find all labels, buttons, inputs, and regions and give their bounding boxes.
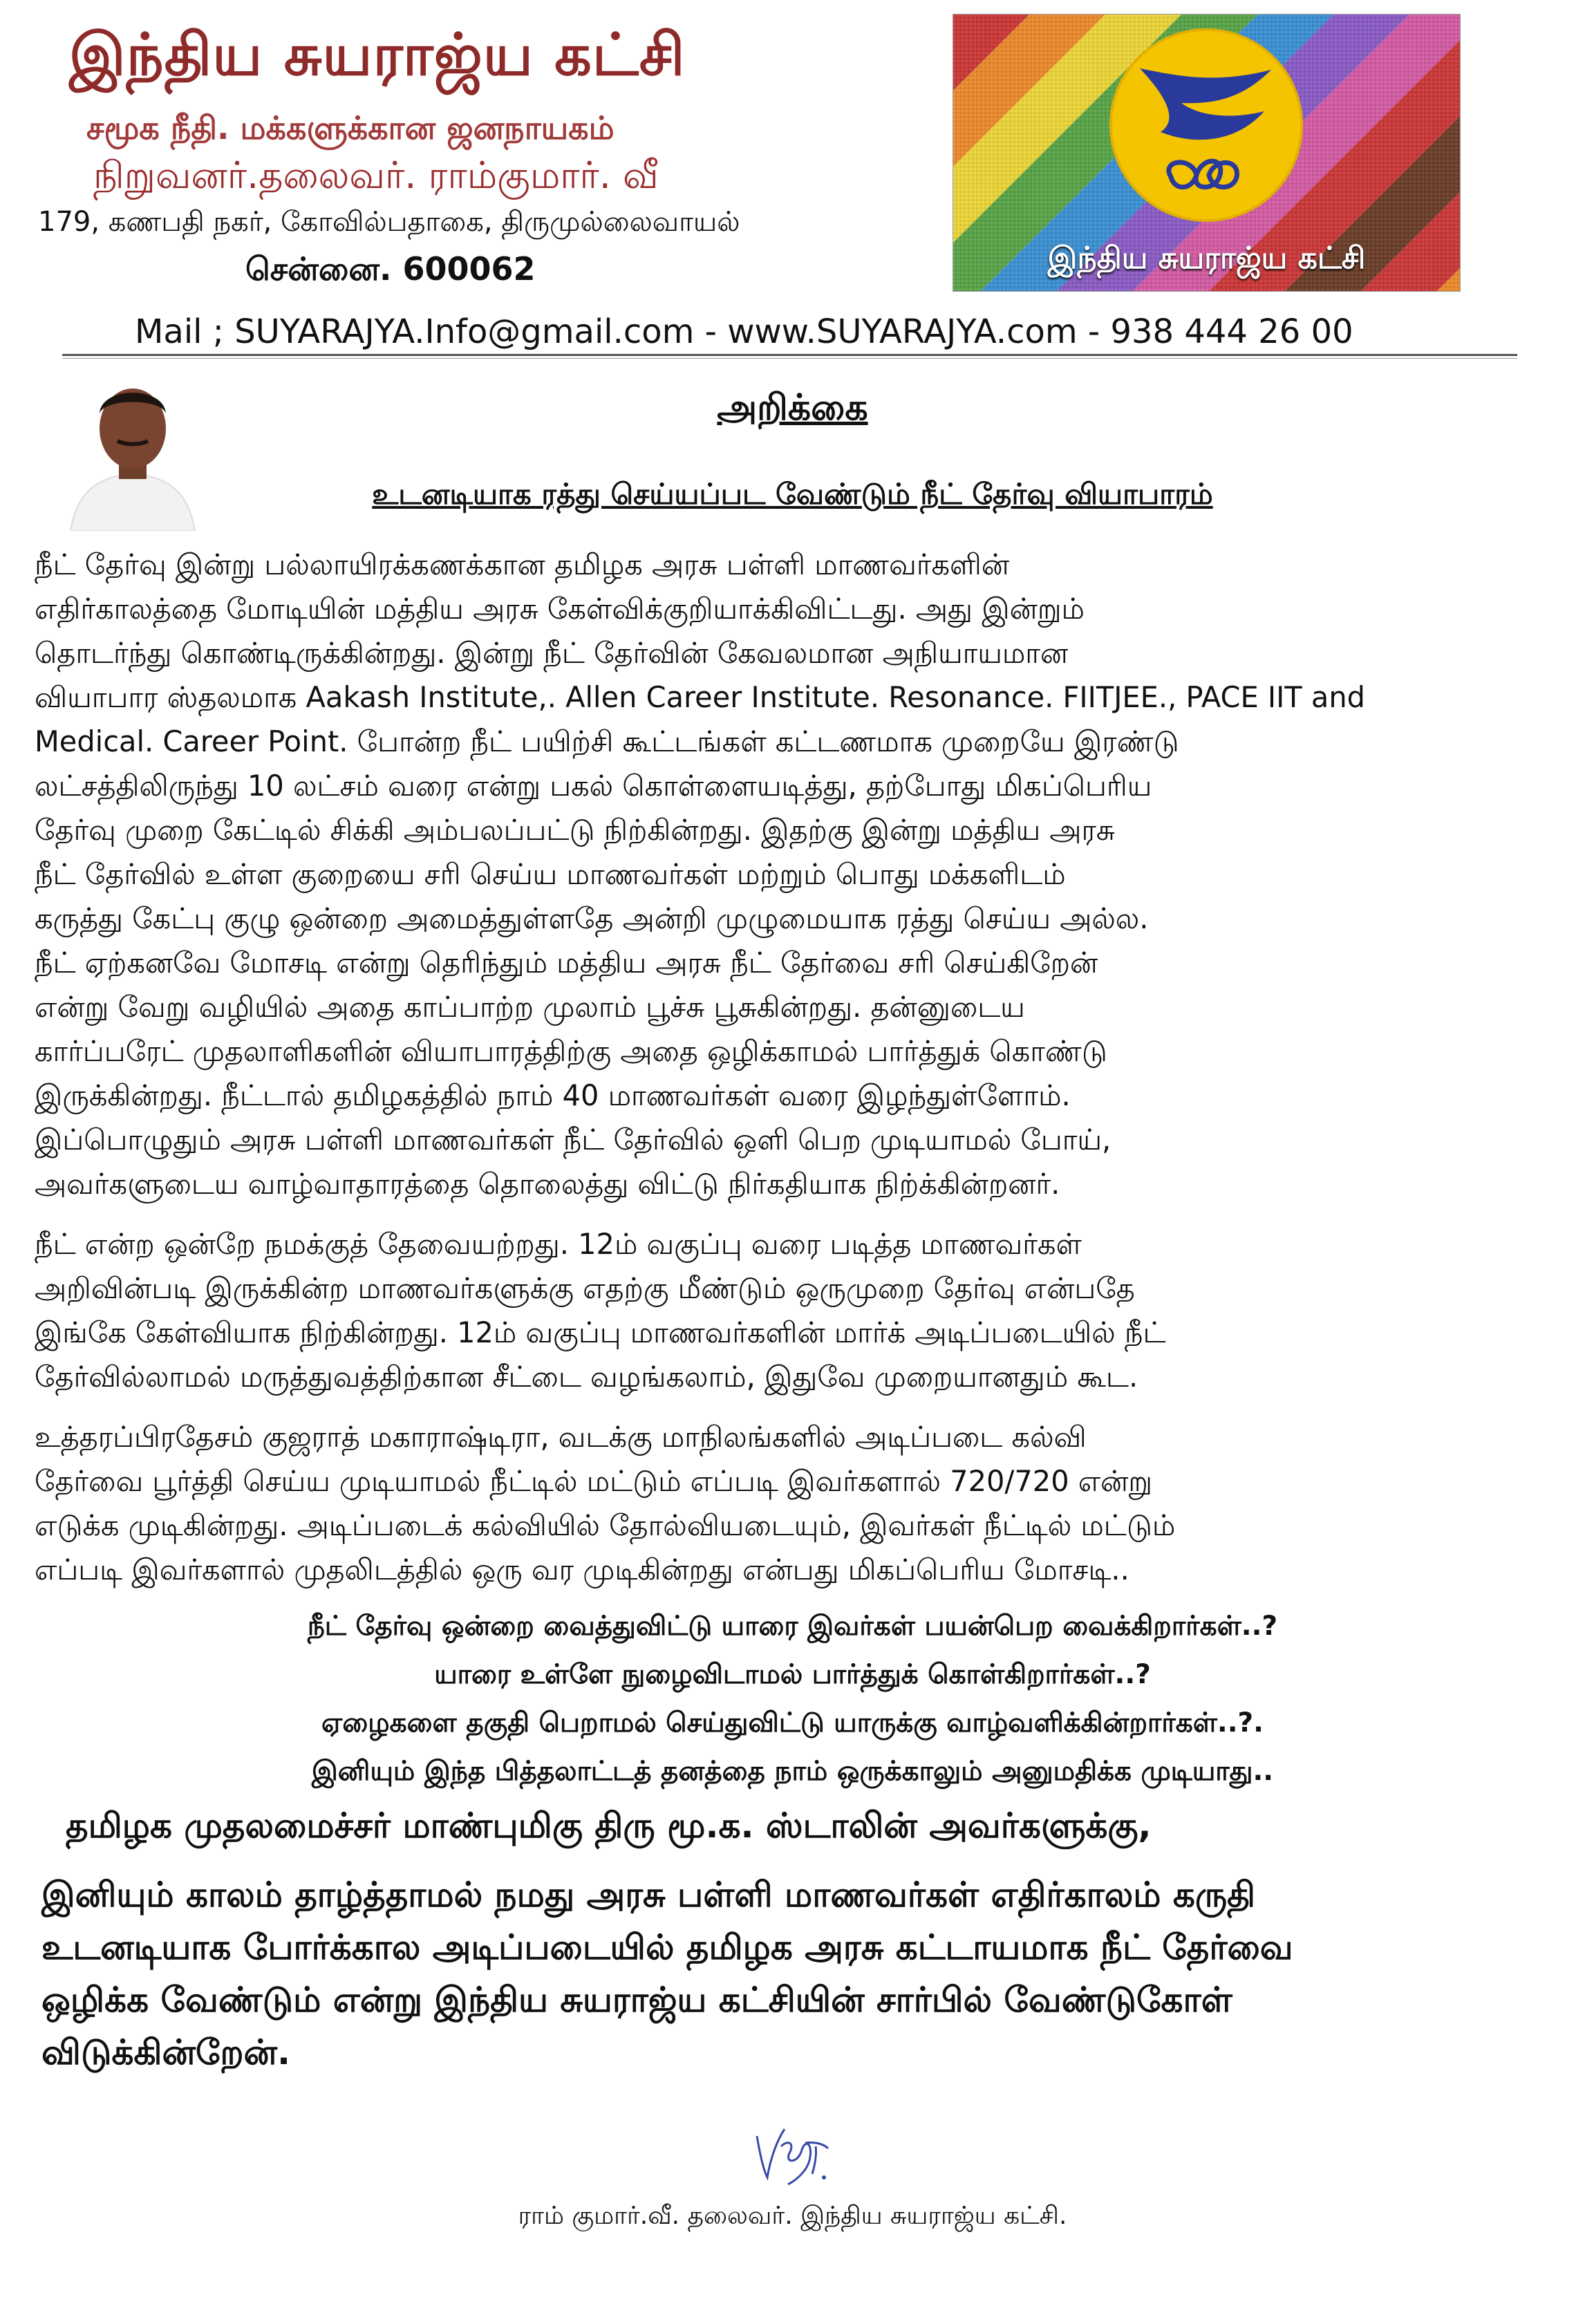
question-line: நீட் தேர்வு ஒன்றை வைத்துவிட்டு யாரை இவர்கள் பயன்பெற வைக்கிறார்கள்..? bbox=[307, 1611, 1278, 1642]
paragraph1-line: நீட் தேர்வு இன்று பல்லாயிரக்கணக்கான தமிழக அரசு பள்ளி மாணவர்களின் bbox=[35, 547, 1010, 581]
emblem-icon bbox=[1111, 30, 1302, 221]
address-line: 179, கணபதி நகர், கோவில்பதாகை, திருமுல்லைவாயல் bbox=[38, 206, 740, 238]
paragraph1-line: என்று வேறு வழியில் அதை காப்பாற்ற முலாம் பூச்சு பூசுகின்றது. தன்னுடைய bbox=[35, 990, 1025, 1024]
tagline: சமூக நீதி. மக்களுக்கான ஜனநாயகம் bbox=[86, 109, 615, 147]
city-line: சென்னை. 600062 bbox=[245, 250, 536, 288]
paragraph1-line: இருக்கின்றது. நீட்டால் தமிழகத்தில் நாம் 40 மாணவர்கள் வரை இழந்துள்ளோம். bbox=[35, 1078, 1071, 1112]
paragraph1-line: தொடர்ந்து கொண்டிருக்கின்றது. இன்று நீட் தேர்வின் கேவலமான அநியாயமான bbox=[35, 636, 1069, 670]
addressee-line: தமிழக முதலமைச்சர் மாண்புமிகு திரு மூ.க. ஸ்டாலின் அவர்களுக்கு, bbox=[66, 1806, 1152, 1846]
paragraph1-line: வியாபார ஸ்தலமாக Aakash Institute,. Allen Career Institute. Resonance. FIITJEE., PACE IIT and bbox=[35, 680, 1365, 714]
paragraph3-line: எடுக்க முடிகின்றது. அடிப்படைக் கல்வியில் தோல்வியடையும், இவர்கள் நீட்டில் மட்டும் bbox=[35, 1508, 1176, 1542]
paragraph3-line: உத்தரப்பிரதேசம் குஜராத் மகாராஷ்டிரா, வடக்கு மாநிலங்களில் அடிப்படை கல்வி bbox=[35, 1420, 1087, 1454]
paragraph1-line: இப்பொழுதும் அரசு பள்ளி மாணவர்கள் நீட் தேர்வில் ஒளி பெற முடியாமல் போய், bbox=[35, 1123, 1112, 1156]
paragraph2-line: தேர்வில்லாமல் மருத்துவத்திற்கான சீட்டை வழங்கலாம், இதுவே முறையானதும் கூட. bbox=[35, 1360, 1138, 1394]
question-line: யாரை உள்ளே நுழைவிடாமல் பார்த்துக் கொள்கிறார்கள்..? bbox=[434, 1659, 1151, 1690]
signatory-line: ராம் குமார்.வீ. தலைவர். இந்திய சுயராஜ்ய கட்சி. bbox=[518, 2202, 1067, 2230]
party-logo bbox=[953, 14, 1461, 292]
appeal-line: உடனடியாக போர்க்கால அடிப்படையில் தமிழக அரசு கட்டாயமாக நீட் தேர்வை bbox=[41, 1927, 1293, 1967]
paragraph1-line: நீட் ஏற்கனவே மோசடி என்று தெரிந்தும் மத்திய அரசு நீட் தேர்வை சரி செய்கிறேன் bbox=[35, 946, 1098, 980]
org-name: இந்திய சுயராஜ்ய கட்சி bbox=[69, 21, 686, 88]
paragraph3-line: எப்படி இவர்களால் முதலிடத்தில் ஒரு வர முடிகின்றது என்பது மிகப்பெரிய மோசடி.. bbox=[35, 1553, 1129, 1586]
header-divider-thin bbox=[62, 358, 1517, 359]
paragraph1-line: நீட் தேர்வில் உள்ள குறையை சரி செய்ய மாணவர்கள் மற்றும் பொது மக்களிடம் bbox=[35, 857, 1066, 891]
appeal-line: ஒழிக்க வேண்டும் என்று இந்திய சுயராஜ்ய கட்சியின் சார்பில் வேண்டுகோள் bbox=[41, 1980, 1232, 2020]
paragraph1-line: எதிர்காலத்தை மோடியின் மத்திய அரசு கேள்விக்குறியாக்கிவிட்டது. அது இன்றும் bbox=[35, 592, 1085, 626]
paragraph3-line: தேர்வை பூர்த்தி செய்ய முடியாமல் நீட்டில் மட்டும் எப்படி இவர்களால் 720/720 என்று bbox=[35, 1464, 1153, 1498]
question-line: இனியும் இந்த பித்தலாட்டத் தனத்தை நாம் ஒருக்காலும் அனுமதிக்க முடியாது.. bbox=[311, 1756, 1274, 1787]
signature-mark bbox=[747, 2115, 836, 2191]
notice-heading: அறிக்கை bbox=[717, 387, 868, 429]
paragraph1-line: கருத்து கேட்பு குழு ஒன்றை அமைத்துள்ளதே அன்றி முழுமையாக ரத்து செய்ய அல்ல. bbox=[35, 901, 1149, 935]
founder-line: நிறுவனர்.தலைவர். ராம்குமார். வீ bbox=[93, 153, 659, 197]
logo-caption: இந்திய சுயராஜ்ய கட்சி bbox=[1047, 241, 1366, 276]
paragraph2-line: அறிவின்படி இருக்கின்ற மாணவர்களுக்கு எதற்கு மீண்டும் ஒருமுறை தேர்வு என்பதே bbox=[35, 1271, 1135, 1305]
paragraph1-line: Medical. Career Point. போன்ற நீட் பயிற்சி கூட்டங்கள் கட்டணமாக முறையே இரண்டு bbox=[35, 724, 1179, 758]
paragraph1-line: அவர்களுடைய வாழ்வாதாரத்தை தொலைத்து விட்டு நிர்கதியாக நிற்க்கின்றனர். bbox=[35, 1167, 1060, 1201]
notice-subheading: உடனடியாக ரத்து செய்யப்பட வேண்டும் நீட் தேர்வு வியாபாரம் bbox=[372, 477, 1213, 511]
appeal-line: விடுக்கின்றேன். bbox=[41, 2032, 290, 2072]
paragraph1-line: லட்சத்திலிருந்து 10 லட்சம் வரை என்று பகல் கொள்ளையடித்து, தற்போது மிகப்பெரிய bbox=[35, 769, 1152, 803]
header-divider bbox=[62, 354, 1517, 356]
paragraph2-line: இங்கே கேள்வியாக நிற்கின்றது. 12ம் வகுப்பு மாணவர்களின் மார்க் அடிப்படையில் நீட் bbox=[35, 1315, 1166, 1349]
contact-line: Mail ; SUYARAJYA.Info@gmail.com - www.SUYARAJYA.com - 938 444 26 00 bbox=[135, 312, 1353, 351]
paragraph2-line: நீட் என்ற ஒன்றே நமக்குத் தேவையற்றது. 12ம் வகுப்பு வரை படித்த மாணவர்கள் bbox=[35, 1227, 1082, 1261]
appeal-line: இனியும் காலம் தாழ்த்தாமல் நமது அரசு பள்ளி மாணவர்கள் எதிர்காலம் கருதி bbox=[41, 1875, 1256, 1915]
question-line: ஏழைகளை தகுதி பெறாமல் செய்துவிட்டு யாருக்கு வாழ்வளிக்கின்றார்கள்..?. bbox=[321, 1707, 1264, 1739]
paragraph1-line: கார்ப்பரேட் முதலாளிகளின் வியாபாரத்திற்கு அதை ஒழிக்காமல் பார்த்துக் கொண்டு bbox=[35, 1034, 1107, 1068]
paragraph1-line: தேர்வு முறை கேட்டில் சிக்கி அம்பலப்பட்டு நிற்கின்றது. இதற்கு இன்று மத்திய அரசு bbox=[35, 813, 1115, 847]
